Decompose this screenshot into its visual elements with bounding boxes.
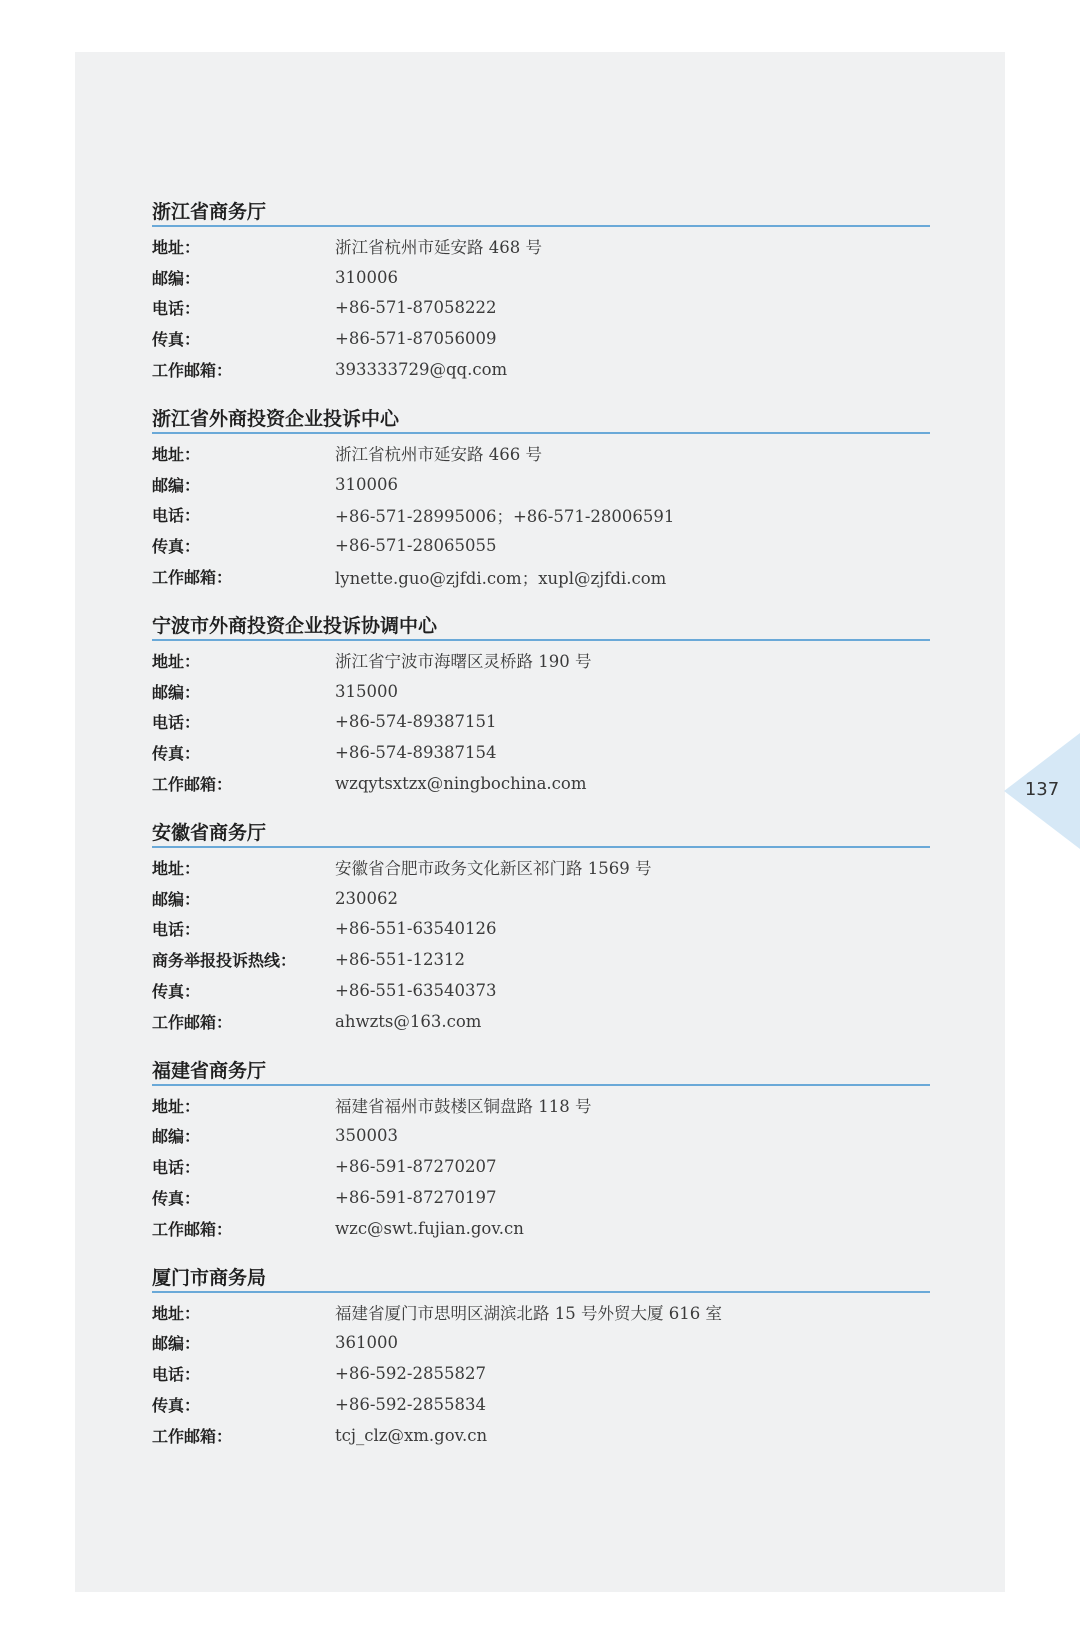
phone-value: +86-551-63540126 (335, 919, 497, 939)
phone-value: +86-571-28995006；+86-571-28006591 (335, 506, 675, 526)
section-title: 安徽省商务厅 (152, 821, 930, 848)
contact-directory (152, 200, 930, 1473)
fax-row (152, 323, 930, 354)
phone-value: +86-574-89387151 (335, 712, 497, 732)
phone-row (152, 293, 930, 324)
fax-label: 传真： (152, 744, 201, 764)
section-title: 浙江省外商投资企业投诉中心 (152, 407, 930, 434)
contact-section (152, 1266, 930, 1451)
section-title: 宁波市外商投资企业投诉协调中心 (152, 614, 930, 641)
address-value: 安徽省合肥市政务文化新区祁门路 1569 号 (335, 859, 652, 879)
fax-row (152, 975, 930, 1006)
postcode-label: 邮编： (152, 889, 201, 909)
page-number: 137 (1024, 779, 1060, 800)
email-value: wzc@swt.fujian.gov.cn (335, 1218, 524, 1238)
section-title: 浙江省商务厅 (152, 200, 930, 227)
fax-row (152, 1182, 930, 1213)
address-label: 地址： (152, 1096, 201, 1116)
phone-value: +86-591-87270207 (335, 1157, 497, 1177)
postcode-row (152, 883, 930, 914)
phone-row (152, 914, 930, 945)
fax-row (152, 1389, 930, 1420)
address-label: 地址： (152, 858, 201, 878)
postcode-value: 361000 (335, 1333, 398, 1353)
postcode-value: 230062 (335, 888, 398, 908)
address-label: 地址： (152, 237, 201, 257)
fax-label: 传真： (152, 982, 201, 1002)
email-label: 工作邮箱： (152, 1012, 233, 1032)
fax-row (152, 530, 930, 561)
postcode-label: 邮编： (152, 268, 201, 288)
contact-section (152, 821, 930, 1037)
address-label: 地址： (152, 444, 201, 464)
address-value: 浙江省宁波市海曙区灵桥路 190 号 (335, 652, 592, 672)
contact-section (152, 614, 930, 799)
phone-label: 电话： (152, 299, 201, 319)
hotline-label: 商务举报投诉热线： (152, 951, 297, 971)
fax-label: 传真： (152, 1189, 201, 1209)
postcode-value: 310006 (335, 267, 398, 287)
email-row (152, 561, 930, 592)
fax-row (152, 737, 930, 768)
address-row (152, 645, 930, 676)
postcode-value: 310006 (335, 474, 398, 494)
address-row (152, 1297, 930, 1328)
email-value: tcj_clz@xm.gov.cn (335, 1425, 488, 1445)
email-row (152, 1213, 930, 1244)
phone-label: 电话： (152, 920, 201, 940)
postcode-value: 315000 (335, 681, 398, 701)
address-value: 福建省福州市鼓楼区铜盘路 118 号 (335, 1097, 592, 1117)
phone-value: +86-571-87058222 (335, 298, 497, 318)
email-label: 工作邮箱： (152, 568, 233, 588)
fax-label: 传真： (152, 1396, 201, 1415)
email-value: lynette.guo@zjfdi.com；xupl@zjfdi.com (335, 568, 667, 588)
postcode-label: 邮编： (152, 682, 201, 702)
address-value: 浙江省杭州市延安路 466 号 (335, 445, 542, 465)
address-value: 浙江省杭州市延安路 468 号 (335, 238, 542, 258)
email-value: 393333729@qq.com (335, 360, 508, 380)
email-row (152, 768, 930, 799)
postcode-row (152, 1121, 930, 1152)
email-label: 工作邮箱： (152, 361, 233, 381)
address-label: 地址： (152, 651, 201, 671)
address-row (152, 852, 930, 883)
postcode-row (152, 469, 930, 500)
address-row (152, 231, 930, 262)
phone-label: 电话： (152, 506, 201, 526)
postcode-row (152, 676, 930, 707)
phone-row (152, 500, 930, 531)
phone-row (152, 707, 930, 738)
section-title: 厦门市商务局 (152, 1266, 930, 1293)
hotline-value: +86-551-12312 (335, 950, 465, 970)
postcode-value: 350003 (335, 1126, 398, 1146)
postcode-label: 邮编： (152, 475, 201, 495)
email-value: wzqytsxtzx@ningbochina.com (335, 774, 587, 794)
fax-value: +86-571-28065055 (335, 536, 497, 556)
email-label: 工作邮箱： (152, 1219, 233, 1239)
phone-value: +86-592-2855827 (335, 1364, 486, 1384)
phone-row (152, 1151, 930, 1182)
fax-value: +86-574-89387154 (335, 743, 497, 763)
postcode-label: 邮编： (152, 1127, 201, 1147)
address-label: 地址： (152, 1303, 201, 1323)
contact-section (152, 200, 930, 385)
fax-label: 传真： (152, 330, 201, 350)
contact-section (152, 1059, 930, 1244)
phone-row (152, 1358, 930, 1389)
phone-label: 电话： (152, 1158, 201, 1178)
fax-value: +86-571-87056009 (335, 329, 497, 349)
contact-section (152, 407, 930, 592)
postcode-row (152, 262, 930, 293)
fax-label: 传真： (152, 537, 201, 557)
email-label: 工作邮箱： (152, 775, 233, 795)
address-value: 福建省厦门市思明区湖滨北路 15 号外贸大厦 616 室 (335, 1304, 722, 1324)
fax-value: +86-591-87270197 (335, 1188, 497, 1208)
postcode-label: 邮编： (152, 1334, 201, 1354)
email-row (152, 354, 930, 385)
email-label: 工作邮箱： (152, 1426, 233, 1446)
postcode-row (152, 1328, 930, 1359)
address-row (152, 438, 930, 469)
address-row (152, 1090, 930, 1121)
fax-value: +86-592-2855834 (335, 1395, 486, 1414)
email-row (152, 1006, 930, 1037)
hotline-row (152, 944, 930, 975)
fax-value: +86-551-63540373 (335, 981, 497, 1001)
phone-label: 电话： (152, 1365, 201, 1385)
email-row (152, 1420, 930, 1451)
section-title: 福建省商务厅 (152, 1059, 930, 1086)
email-value: ahwzts@163.com (335, 1011, 482, 1031)
phone-label: 电话： (152, 713, 201, 733)
